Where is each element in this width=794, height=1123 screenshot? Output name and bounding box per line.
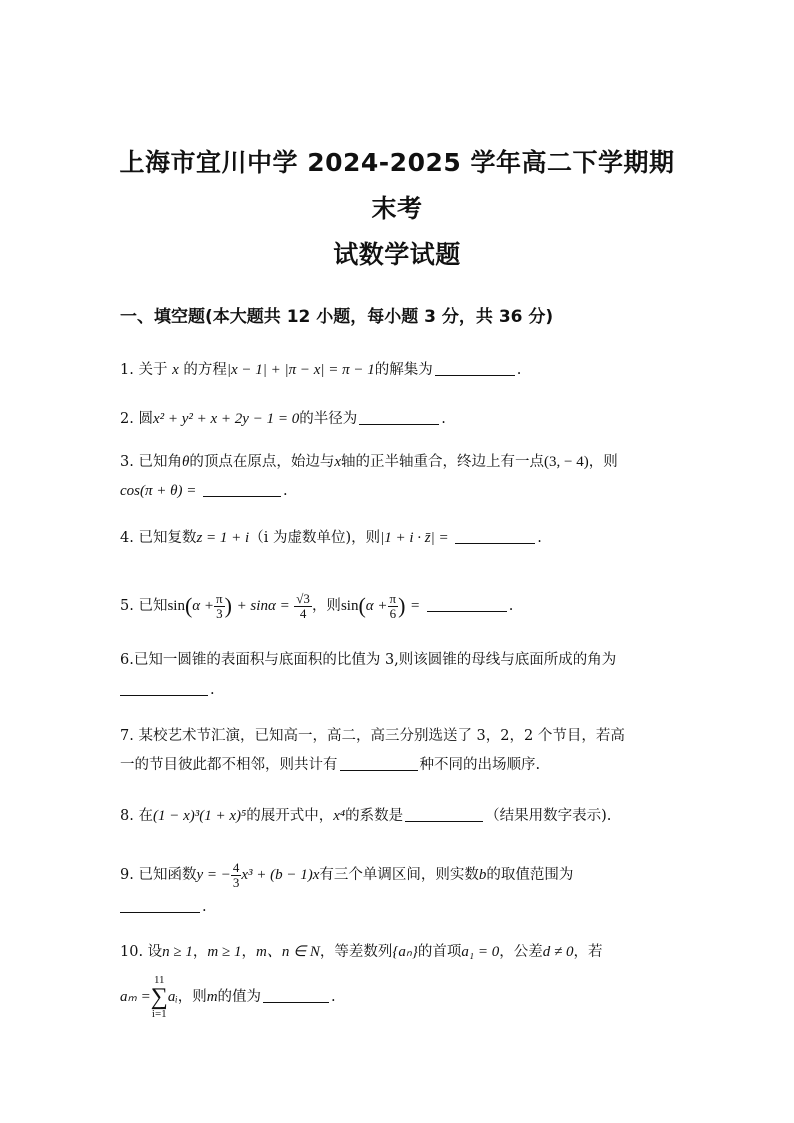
answer-blank[interactable] [203, 482, 281, 497]
title-line-1: 上海市宜川中学 2024-2025 学年高二下学期期末考 [119, 148, 675, 223]
answer-blank[interactable] [427, 597, 507, 612]
answer-blank[interactable] [120, 898, 200, 913]
question-10-line-2: aₘ = 11 ∑ i=1 aᵢ，则m的值为 . [120, 974, 336, 1020]
exam-title [110, 140, 684, 278]
question-4: 4. 已知复数z = 1 + i（i 为虚数单位)，则|1 + i · z̄| = . [120, 530, 542, 546]
question-7: 7. 某校艺术节汇演，已知高一，高二，高三分别选送了 3，2，2 个节目，若高 [120, 728, 625, 744]
answer-blank[interactable] [455, 529, 535, 544]
answer-blank[interactable] [405, 807, 483, 822]
question-6: 6.已知一圆锥的表面积与底面积的比值为 3,则该圆锥的母线与底面所成的角为 [120, 652, 617, 668]
answer-blank[interactable] [263, 988, 329, 1003]
question-1: 1. 关于 x 的方程|x − 1| + |π − x| = π − 1的解集为 . [120, 362, 522, 378]
answer-blank[interactable] [359, 410, 439, 425]
question-5: 5. 已知sin(α + $\frac{\pi}{3}$ ) + sinα = $\frac{√3}{4}$ ，则sin(α + $\frac{\pi}{6}$ ) = . [120, 590, 514, 621]
question-3-line-2: cos(π + θ) = . [120, 483, 288, 499]
answer-blank[interactable] [435, 361, 515, 376]
question-3: 3. 已知角θ的顶点在原点，始边与x轴的正半轴重合，终边上有一点(3, − 4)，则 [120, 454, 618, 470]
answer-blank[interactable] [120, 681, 208, 696]
question-8: 8. 在(1 − x)³(1 + x)⁵的展开式中，x⁴的系数是 （结果用数字表示). [120, 808, 612, 824]
section-heading: 一、填空题(本大题共 12 小题，每小题 3 分，共 36 分) [120, 307, 554, 327]
question-7-line-2: 一的节目彼此都不相邻，则共计有 种不同的出场顺序. [120, 757, 541, 773]
question-10: 10. 设n ≥ 1，m ≥ 1，m、n ∈ N，等差数列{aₙ}的首项a₁ = 0，公差d ≠ 0，若 [120, 944, 603, 960]
question-6-line-2: . [120, 680, 680, 700]
question-9: 9. 已知函数y = − $\frac{4}{3}$ x³ + (b − 1)x有三个单调区间，则实数b的取值范围为 [120, 859, 574, 890]
answer-blank[interactable] [340, 756, 418, 771]
question-2: 2. 圆x² + y² + x + 2y − 1 = 0的半径为 . [120, 411, 446, 427]
title-line-2: 试数学试题 [333, 240, 461, 269]
question-9-line-2: . [120, 897, 680, 917]
